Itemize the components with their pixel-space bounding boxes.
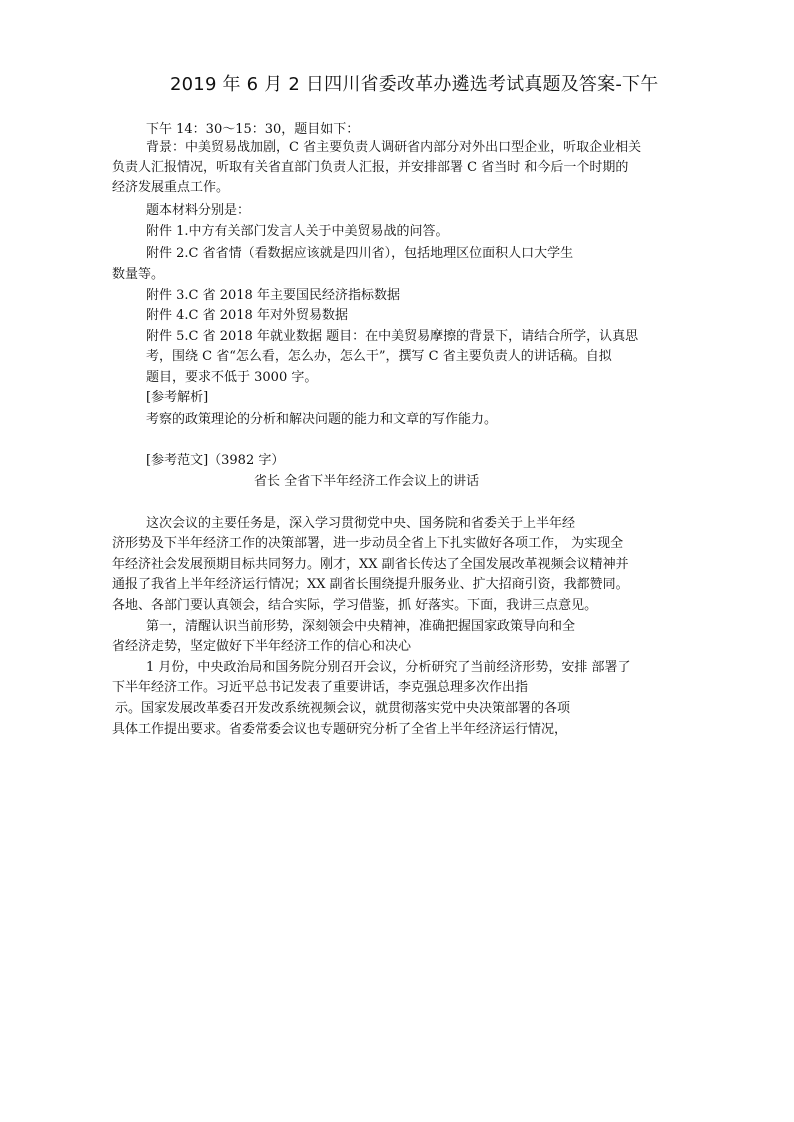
text-line: 经济发展重点工作。 (112, 180, 230, 195)
text-line: 第一，清醒认识当前形势，深刻领会中央精神，准确把握国家政策导向和全 (146, 619, 576, 634)
text-line: 各地、各部门要认真领会，结合实际，学习借鉴，抓 好落实。下面，我讲三点意见。 (112, 598, 598, 613)
text-line: 通报了我省上半年经济运行情况；XX 副省长围绕提升服务业、扩大招商引资，我都赞同。 (112, 577, 629, 592)
document-title: 2019 年 6 月 2 日四川省委改革办遴选考试真题及答案-下午 (170, 74, 659, 95)
text-line: 背景：中美贸易战加剧，C 省主要负责人调研省内部分对外出口型企业，听取企业相关 (146, 140, 642, 155)
text-line: 数量等。 (112, 267, 165, 282)
text-line: 示。国家发展改革委召开发改系统视频会议，就贯彻落实党中央决策部署的各项 (115, 701, 571, 716)
text-line: 这次会议的主要任务是，深入学习贯彻党中央、国务院和省委关于上半年经 (146, 516, 576, 531)
text-line: 附件 5.C 省 2018 年就业数据 题目：在中美贸易摩擦的背景下，请结合所学，认真思 (146, 329, 639, 344)
text-line: 附件 2.C 省省情（看数据应该就是四川省），包括地理区位面积人口大学生 (146, 246, 574, 261)
text-line: 考察的政策理论的分析和解决问题的能力和文章的写作能力。 (146, 412, 498, 427)
text-line: 题本材料分别是： (146, 203, 251, 218)
text-line: 附件 3.C 省 2018 年主要国民经济指标数据 (146, 288, 400, 303)
text-line: 1 月份，中央政治局和国务院分别召开会议，分析研究了当前经济形势，安排 部署了 (146, 660, 631, 675)
text-line: [参考范文]（3982 字） (146, 453, 285, 468)
speech-title: 省长 全省下半年经济工作会议上的讲话 (254, 474, 480, 489)
text-line: 考，围绕 C 省“怎么看，怎么办，怎么干”，撰写 C 省主要负责人的讲话稿。自拟 (146, 349, 612, 364)
text-line: 年经济社会发展预期目标共同努力。刚才，XX 副省长传达了全国发展改革视频会议精神并 (112, 557, 629, 572)
text-line: 下半年经济工作。习近平总书记发表了重要讲话，李克强总理多次作出指 (112, 680, 529, 695)
text-line: 负责人汇报情况，听取有关省直部门负责人汇报，并安排部署 C 省当时 和今后一个时期的 (112, 160, 629, 175)
text-line: 济形势及下半年经济工作的决策部署，进一步动员全省上下扎实做好各项工作， 为实现全 (112, 536, 624, 551)
text-line: 附件 4.C 省 2018 年对外贸易数据 (146, 308, 348, 323)
text-line: [参考解析] (146, 390, 209, 405)
text-line: 附件 1.中方有关部门发言人关于中美贸易战的问答。 (146, 224, 449, 239)
text-line: 下午 14：30～15：30，题目如下： (146, 122, 360, 137)
text-line: 题目，要求不低于 3000 字。 (146, 370, 318, 385)
text-line: 具体工作提出要求。省委常委会议也专题研究分析了全省上半年经济运行情况， (112, 722, 568, 737)
text-line: 省经济走势，坚定做好下半年经济工作的信心和决心 (112, 639, 412, 654)
